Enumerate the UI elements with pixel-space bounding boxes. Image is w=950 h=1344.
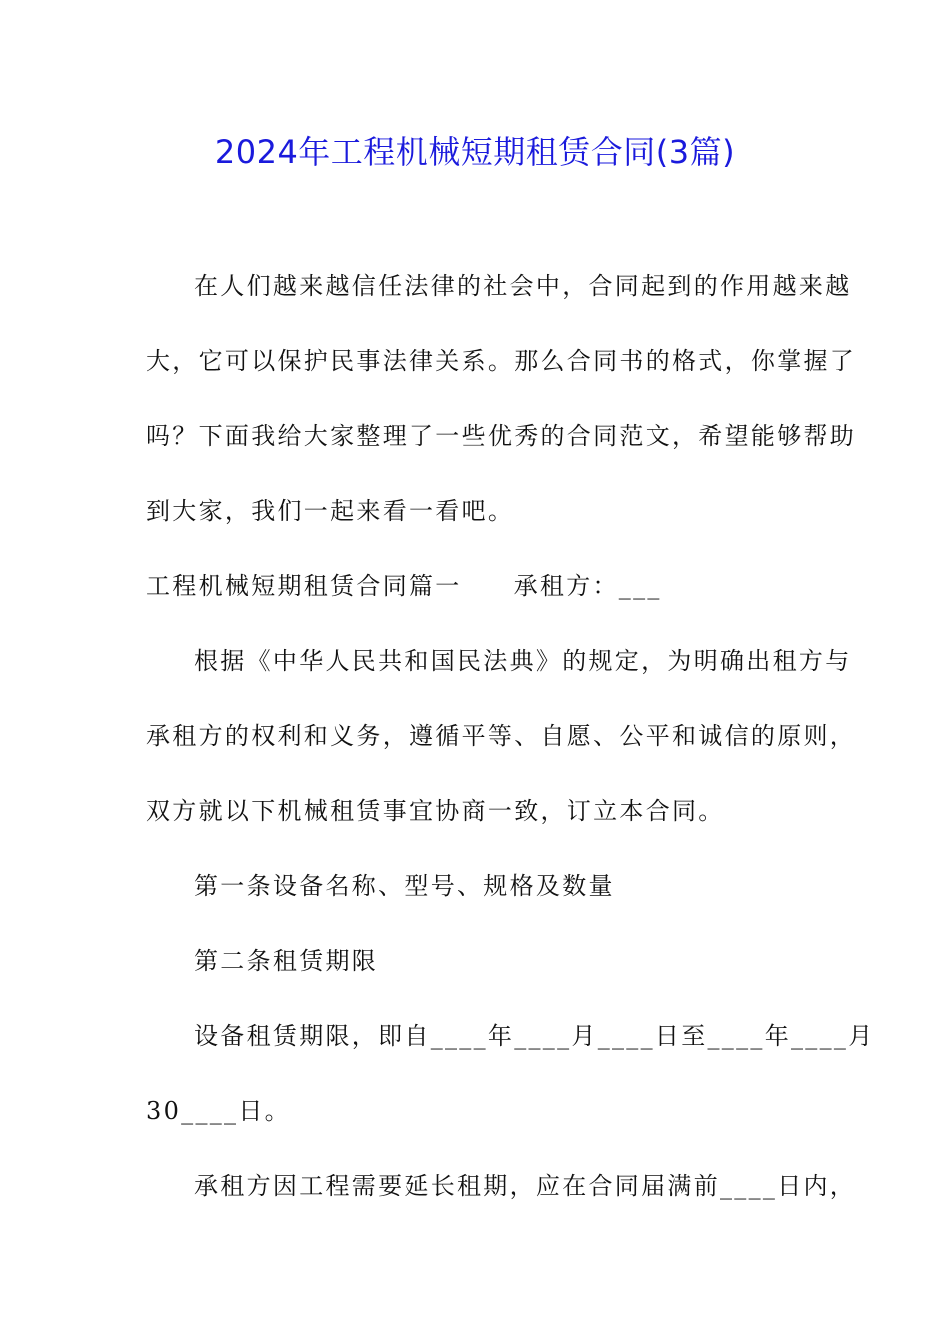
- extension-line: 承租方因工程需要延长租期，应在合同届满前____日内，: [194, 1172, 857, 1200]
- intro-line-1: 在人们越来越信任法律的社会中，合同起到的作用越来越: [194, 272, 852, 300]
- article-2-heading: 第二条租赁期限: [194, 947, 379, 975]
- basis-line-3: 双方就以下机械租赁事宜协商一致，订立本合同。: [146, 797, 725, 825]
- period-line-1: 设备租赁期限，即自____年____月____日至____年____月: [194, 1022, 875, 1050]
- section-heading: 工程机械短期租赁合同篇一: [146, 572, 462, 600]
- basis-line-1: 根据《中华人民共和国民法典》的规定，为明确出租方与: [194, 647, 852, 675]
- section-heading-row: [146, 568, 816, 604]
- document-title: 2024年工程机械短期租赁合同(3篇): [214, 133, 736, 171]
- period-line-2: 30____日。: [146, 1097, 291, 1125]
- intro-line-2: 大，它可以保护民事法律关系。那么合同书的格式，你掌握了: [146, 347, 857, 375]
- intro-line-3: 吗？下面我给大家整理了一些优秀的合同范文，希望能够帮助: [146, 422, 857, 450]
- lessee-label: 承租方：___: [513, 572, 662, 600]
- basis-line-2: 承租方的权利和义务，遵循平等、自愿、公平和诚信的原则，: [146, 722, 857, 750]
- intro-line-4: 到大家，我们一起来看一看吧。: [146, 497, 515, 525]
- article-1-heading: 第一条设备名称、型号、规格及数量: [194, 872, 615, 900]
